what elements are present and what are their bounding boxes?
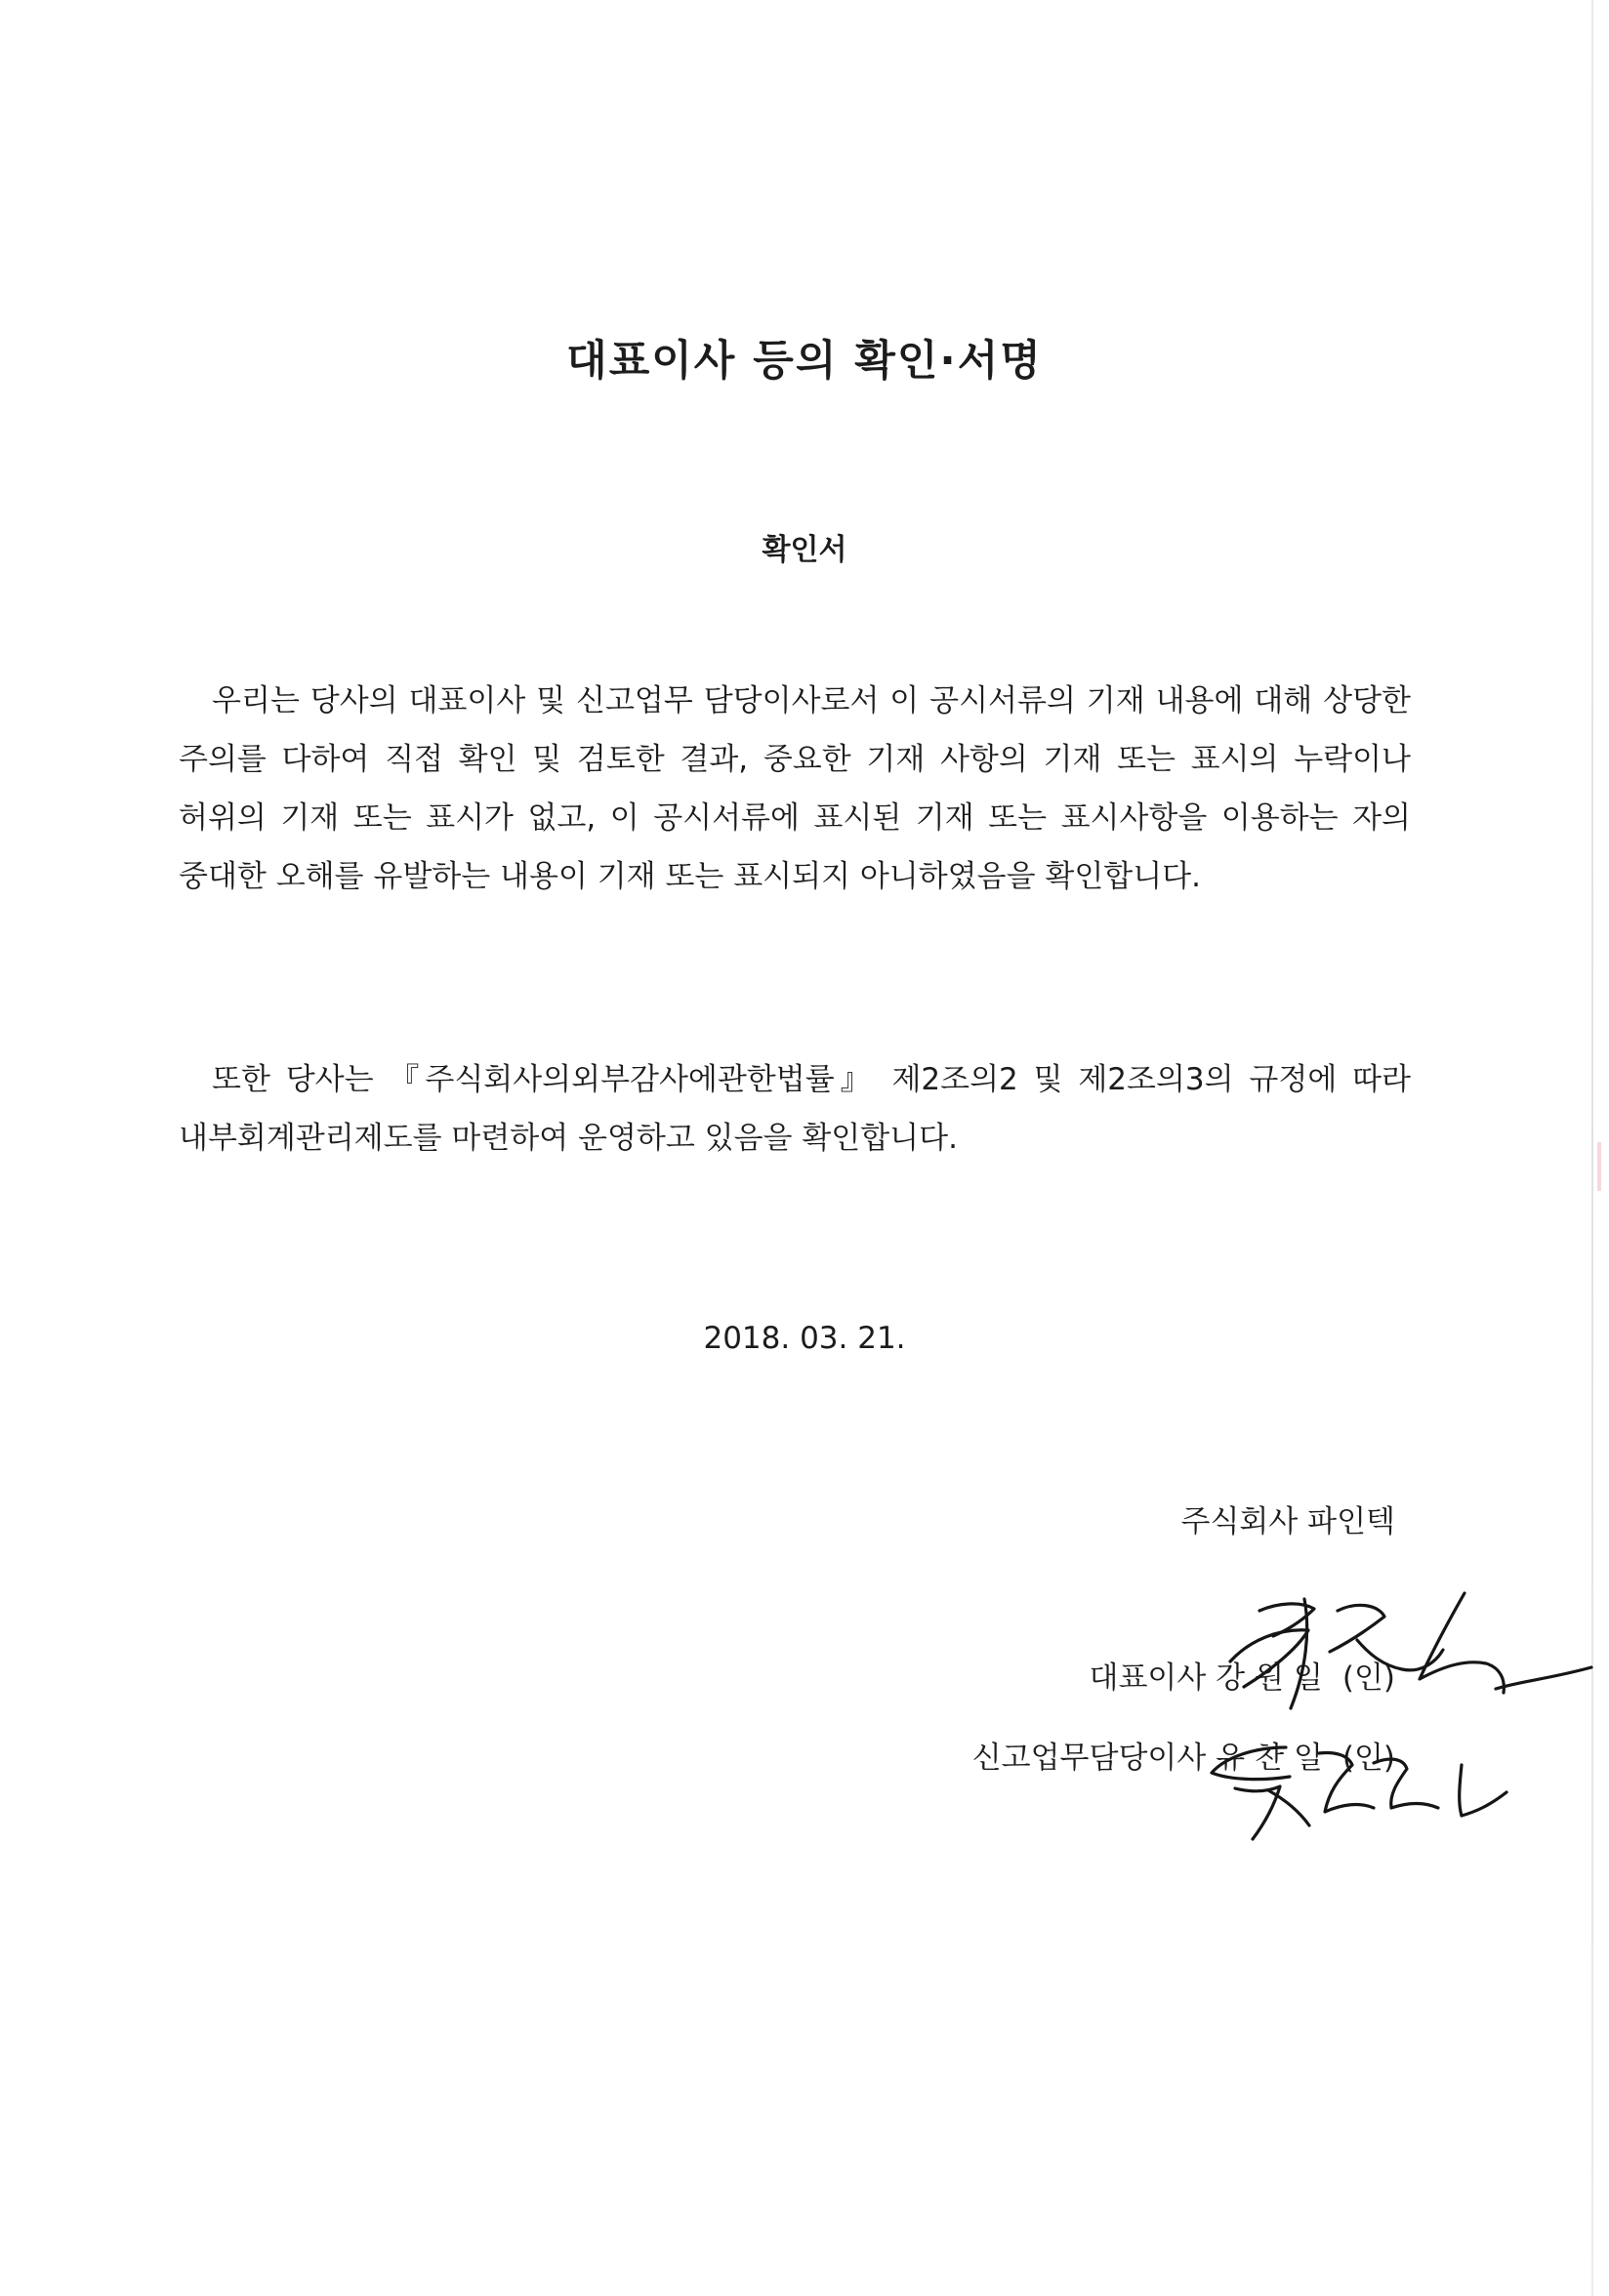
seal-mark: (인) <box>1341 1660 1395 1696</box>
signatory-line-ceo <box>1090 1653 1396 1697</box>
signatory-role: 대표이사 <box>1089 1660 1207 1696</box>
signatory-name: 강원일 <box>1216 1660 1333 1696</box>
signatory-line-reporting-officer <box>972 1733 1395 1777</box>
document-subtitle: 확인서 <box>762 533 847 567</box>
internal-control-paragraph: 또한 당사는 『주식회사의외부감사에관한법률』 제2조의2 및 제2조의3의 규정에 따라 내부회계관리제도를 마련하여 운영하고 있음을 확인합니다. <box>179 1062 1411 1156</box>
page-title: 대표이사 등의 확인·서명 <box>566 337 1043 386</box>
seal-mark: (인) <box>1341 1741 1395 1776</box>
company-name: 주식회사 파인텍 <box>1180 1504 1395 1539</box>
signatory-role: 신고업무담당이사 <box>971 1741 1207 1776</box>
document-date: 2018. 03. 21. <box>703 1321 906 1356</box>
scan-color-mark <box>1597 1142 1601 1191</box>
signatory-name: 유찬일 <box>1216 1741 1333 1776</box>
confirmation-paragraph: 우리는 당사의 대표이사 및 신고업무 담당이사로서 이 공시서류의 기재 내용에 대해 상당한 주의를 다하여 직접 확인 및 검토한 결과, 중요한 기재 사항의 기재 또는 표시의 누락이나 허위의 기재 또는 표시가 없고, 이 공시서류에 표시된 기재 또는 표시사항을 이용하는 자의 중대한 오해를 유발하는 내용이 기재 또는 표시되지 아니하였음을 확인합니다. <box>179 683 1411 894</box>
